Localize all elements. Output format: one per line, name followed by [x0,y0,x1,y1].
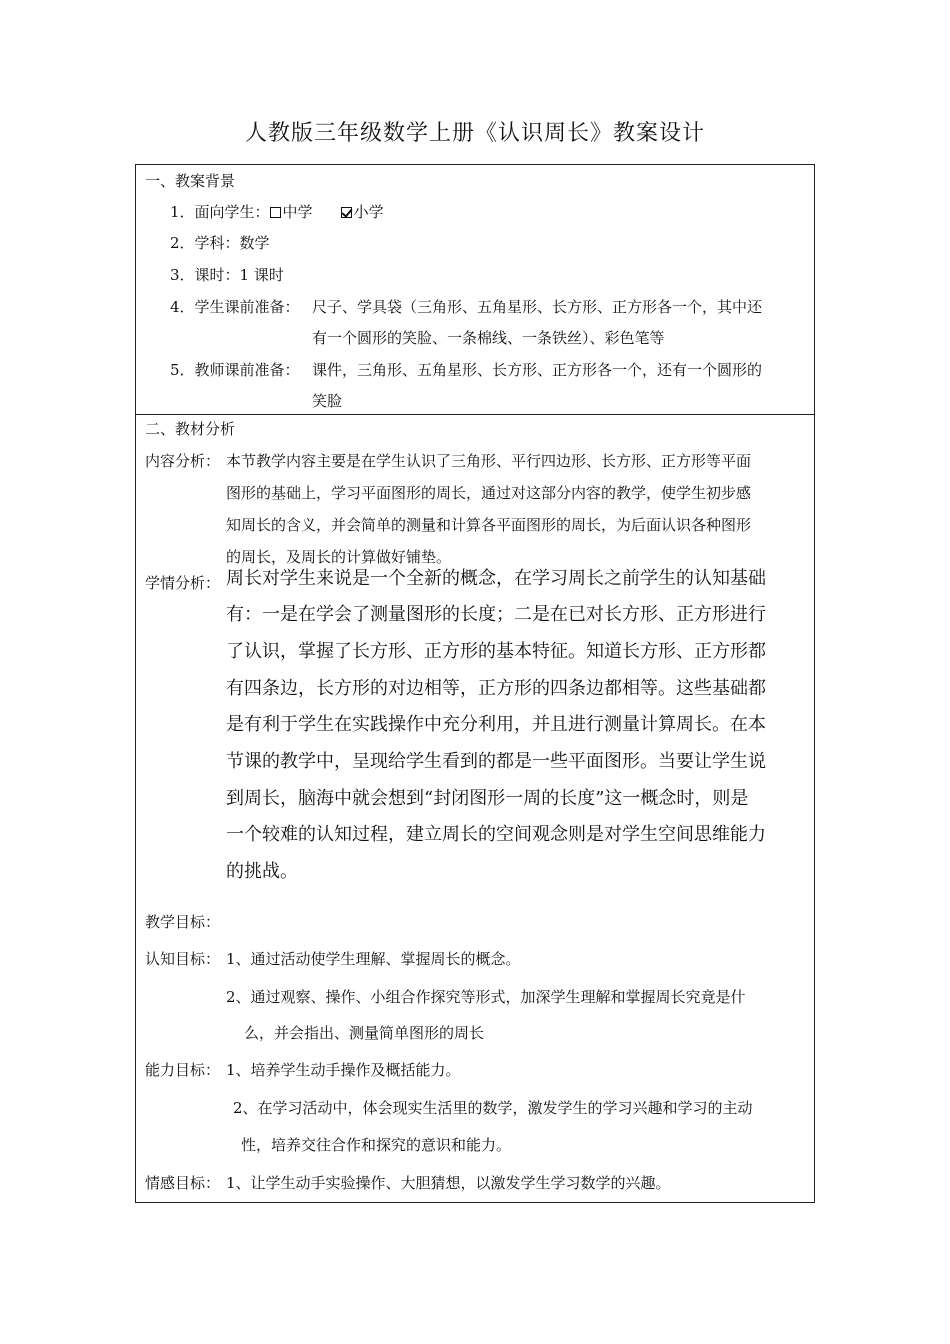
analysis-heading: 二、教材分析 [145,420,236,438]
ability-goal-1: 1、培养学生动手操作及概括能力。 [226,1061,461,1079]
learner-line: 节课的教学中，呈现给学生看到的都是一些平面图形。当要让学生说 [226,751,766,772]
learner-line: 是有利于学生在实践操作中充分利用，并且进行测量计算周长。在本 [226,714,766,735]
cognitive-goal-2-line-2: 么，并会指出、测量简单图形的周长 [244,1024,485,1042]
learner-line: 到周长，脑海中就会想到“封闭图形一周的长度”这一概念时，则是 [226,788,749,809]
student-prep-label: 4．学生课前准备： [170,298,300,316]
audience-label: 1．面向学生： [170,203,270,221]
content-line: 的周长，及周长的计算做好铺垫。 [226,548,452,566]
content-line: 本节教学内容主要是在学生认识了三角形、平行四边形、长方形、正方形等平面 [226,452,752,470]
cognitive-goal-2-line-1: 2、通过观察、操作、小组合作探究等形式，加深学生理解和掌握周长究竟是什 [226,988,746,1006]
teaching-goals-heading: 教学目标： [145,913,221,931]
teacher-prep-line-2: 笑脸 [312,392,343,410]
hours-line: 3．课时：1 课时 [170,266,284,284]
content-line: 图形的基础上，学习平面图形的周长，通过对这部分内容的教学，使学生初步感 [226,484,752,502]
analysis-section [135,414,815,1203]
learner-line: 有四条边，长方形的对边相等，正方形的四条边都相等。这些基础都 [226,678,766,699]
teacher-prep-line-1: 课件，三角形、五角星形、长方形、正方形各一个，还有一个圆形的 [312,361,763,379]
emotion-goals-label: 情感目标： [145,1174,221,1192]
learner-line: 了认识，掌握了长方形、正方形的基本特征。知道长方形、正方形都 [226,641,766,662]
emotion-goal-1: 1、让学生动手实验操作、大胆猜想，以激发学生学习数学的兴趣。 [226,1174,671,1192]
learner-line: 周长对学生来说是一个全新的概念，在学习周长之前学生的认知基础 [226,568,766,589]
cognitive-goal-1: 1、通过活动使学生理解、掌握周长的概念。 [226,950,521,968]
cognitive-goals-label: 认知目标： [145,950,221,968]
learner-line: 有：一是在学会了测量图形的长度；二是在已对长方形、正方形进行 [226,604,766,625]
learner-line: 的挑战。 [226,861,298,882]
student-prep-line-2: 有一个圆形的笑脸、一条棉线、一条铁丝）、彩色笔等 [312,329,665,347]
subject-line: 2．学科：数学 [170,234,270,252]
option-middle-label: 中学 [282,203,313,221]
background-heading: 一、教案背景 [145,172,236,190]
checkbox-primary-school[interactable] [341,207,352,218]
ability-goals-label: 能力目标： [145,1061,221,1079]
background-section [135,164,815,415]
checkbox-middle-school[interactable] [270,207,281,218]
content-analysis-label: 内容分析： [145,452,221,470]
teacher-prep-label: 5．教师课前准备： [170,361,300,379]
ability-goal-2-line-1: 2、在学习活动中，体会现实生活里的数学，激发学生的学习兴趣和学习的主动 [233,1099,753,1117]
document-title: 人教版三年级数学上册《认识周长》教案设计 [244,121,705,146]
learner-line: 一个较难的认知过程，建立周长的空间观念则是对学生空间思维能力 [226,824,766,845]
content-line: 知周长的含义，并会简单的测量和计算各平面图形的周长，为后面认识各种图形 [226,516,752,534]
option-primary-label: 小学 [353,203,384,221]
student-prep-line-1: 尺子、学具袋（三角形、五角星形、长方形、正方形各一个，其中还 [312,298,763,316]
learner-analysis-label: 学情分析： [145,574,221,592]
ability-goal-2-line-2: 性，培养交往合作和探究的意识和能力。 [241,1136,512,1154]
audience-row [170,200,384,224]
